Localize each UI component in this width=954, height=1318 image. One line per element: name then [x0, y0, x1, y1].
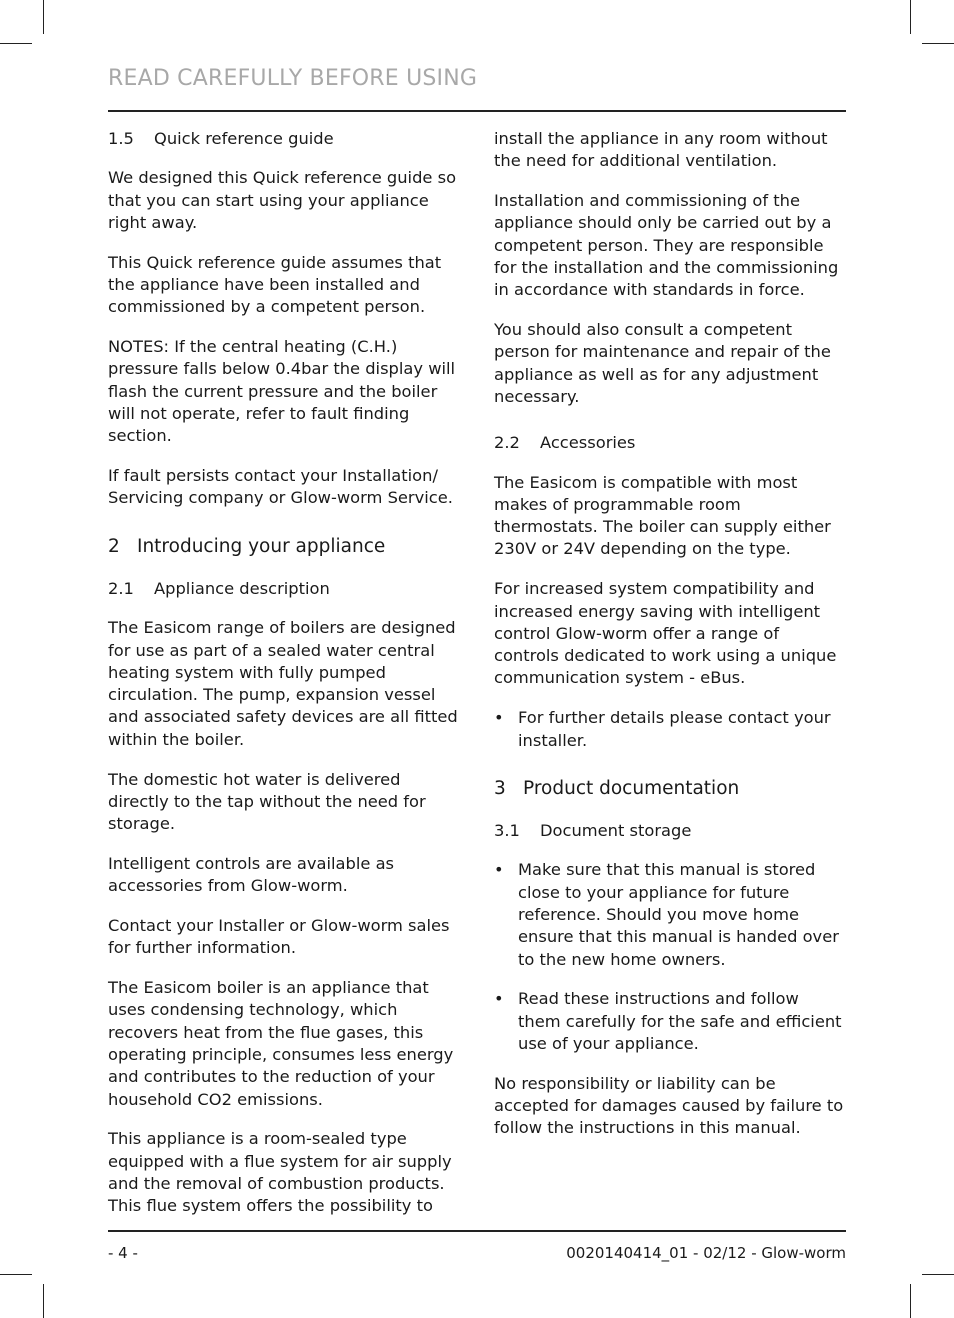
section-heading-3 [494, 778, 846, 800]
bullet-icon: • [494, 708, 504, 728]
header-title: READ CAREFULLY BEFORE USING [108, 66, 478, 91]
crop-mark [43, 1284, 44, 1318]
bullet-item [494, 707, 846, 752]
section-number: 1.5 [108, 129, 134, 148]
paragraph: For increased system compatibility and increased energy saving with intelligent control Glow-worm offer a range of controls dedicated to work using a unique communication system - eBus. [494, 579, 837, 688]
document-reference: 0020140414_01 - 02/12 - Glow-worm [566, 1244, 846, 1262]
section-heading-2 [108, 536, 460, 558]
section-title: Appliance description [154, 578, 330, 598]
paragraph: The domestic hot water is delivered directly to the tap without the need for storage. [108, 769, 426, 834]
section-title: Document storage [540, 821, 692, 841]
section-number: 2.2 [494, 433, 520, 453]
section-heading-3-1 [494, 820, 846, 842]
left-column [108, 128, 460, 1235]
page-footer [108, 1230, 846, 1262]
paragraph: install the appliance in any room without the need for additional ventilation. [494, 129, 828, 171]
bullet-icon: • [494, 860, 504, 880]
crop-mark [910, 1284, 911, 1318]
section-number: 3 [494, 777, 506, 799]
paragraph: This Quick reference guide assumes that the appliance have been installed and commissioned by a competent person. [108, 252, 442, 317]
crop-mark [922, 1274, 954, 1275]
paragraph: No responsibility or liability can be accepted for damages caused by failure to follow the instructions in this manual. [494, 1073, 844, 1138]
crop-mark [910, 0, 911, 34]
section-heading-2-2 [494, 432, 846, 454]
crop-mark [0, 43, 32, 44]
paragraph: Intelligent controls are available as accessories from Glow-worm. [108, 853, 395, 896]
bullet-item [494, 988, 846, 1055]
bullet-item [494, 859, 846, 970]
crop-mark [43, 0, 44, 34]
crop-mark [922, 43, 954, 44]
page-number: - 4 - [108, 1244, 138, 1262]
section-title: Product documentation [523, 777, 740, 799]
section-number: 3.1 [494, 821, 520, 841]
page-header [108, 64, 846, 112]
paragraph: This appliance is a room-sealed type equipped with a flue system for air supply and the removal of combustion products. This flue system offers the possibility to [108, 1129, 452, 1216]
paragraph: The Easicom range of boilers are designed for use as part of a sealed water central heating system with fully pumped circulation. The pump, expansion vessel and associated safety devices are all fitted within the boiler. [108, 618, 458, 749]
section-number: 2.1 [108, 578, 134, 598]
bullet-text: Make sure that this manual is stored close to your appliance for future reference. Should you move home ensure that this manual is handed over to the new home owners. [518, 860, 839, 969]
crop-mark [0, 1274, 32, 1275]
bullet-text: For further details please contact your installer. [518, 708, 831, 750]
section-title: Accessories [540, 433, 636, 453]
paragraph: The Easicom is compatible with most makes of programmable room thermostats. The boiler can supply either 230V or 24V depending on the type. [494, 472, 831, 559]
paragraph: Installation and commissioning of the appliance should only be carried out by a competent person. They are responsible for the installation and the commissioning in accordance with standards in force. [494, 191, 839, 300]
paragraph: Contact your Installer or Glow-worm sales for further information. [108, 916, 450, 958]
right-column [494, 128, 846, 1157]
section-title: Quick reference guide [154, 129, 334, 148]
paragraph: You should also consult a competent person for maintenance and repair of the appliance as well as for any adjustment necessary. [494, 320, 831, 406]
section-title: Introducing your appliance [137, 535, 386, 557]
paragraph: If fault persists contact your Installation/ Servicing company or Glow-worm Service. [108, 466, 453, 508]
paragraph: The Easicom boiler is an appliance that uses condensing technology, which recovers heat from the flue gases, this operating principle, consumes less energy and contributes to the reduction of your household CO2 emissions. [108, 978, 454, 1109]
bullet-text: Read these instructions and follow them carefully for the safe and efficient use of your appliance. [518, 989, 842, 1053]
paragraph: We designed this Quick reference guide so that you can start using your appliance right away. [108, 168, 457, 232]
section-heading-1-5 [108, 128, 460, 150]
notes-paragraph: NOTES: If the central heating (C.H.) pressure falls below 0.4bar the display will flash the current pressure and the boiler will not operate, refer to fault finding section. [108, 337, 456, 446]
bullet-icon: • [494, 989, 504, 1009]
section-heading-2-1 [108, 578, 460, 600]
section-number: 2 [108, 535, 120, 557]
